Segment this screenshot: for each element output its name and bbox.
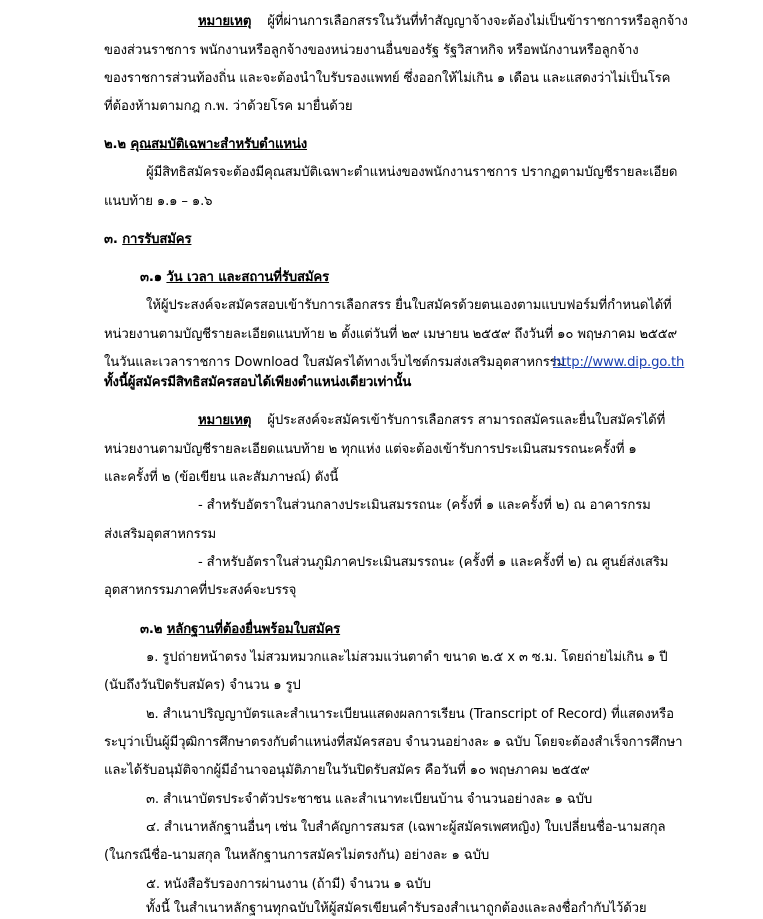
bullet-line: - สำหรับอัตราในส่วนภูมิภาคประเมินสมรรถนะ (ครั้งที่ ๑ และครั้งที่ ๒) ณ ศูนย์ส่งเสริม xyxy=(198,555,669,570)
section-number: ๒.๒ xyxy=(104,137,126,152)
section-heading-3-1 xyxy=(140,268,329,288)
website-link[interactable] xyxy=(553,353,684,373)
bullet-line: อุตสาหกรรมภาคที่ประสงค์จะบรรจุ xyxy=(104,583,297,598)
remark-paragraph-line xyxy=(198,411,665,431)
paragraph-line: หน่วยงานตามบัญชีรายละเอียดแนบท้าย ๒ ตั้งแต่วันที่ ๒๙ เมษายน ๒๕๕๙ ถึงวันที่ ๑๐ พฤษภาคม ๒๕๕๙ xyxy=(104,327,678,342)
remark-paragraph-line: ของราชการส่วนท้องถิ่น และจะต้องนำใบรับรองแพทย์ ซึ่งออกให้ไม่เกิน ๑ เดือน และแสดงว่าไม่เป็นโรค xyxy=(104,71,671,86)
section-heading-2-2 xyxy=(104,135,307,155)
section-title: คุณสมบัติเฉพาะสำหรับตำแหน่ง xyxy=(130,137,308,152)
list-item: ๕. หนังสือรับรองการผ่านงาน (ถ้ามี) จำนวน ๑ ฉบับ xyxy=(146,877,431,892)
list-item: ๑. รูปถ่ายหน้าตรง ไม่สวมหมวกและไม่สวมแว่นตาดำ ขนาด ๒.๕ x ๓ ซ.ม. โดยถ่ายไม่เกิน ๑ ปี xyxy=(146,650,668,665)
bold-notice-line: ทั้งนี้ผู้สมัครมีสิทธิสมัครสอบได้เพียงตำแหน่งเดียวเท่านั้น xyxy=(104,375,412,390)
remark-label: หมายเหตุ xyxy=(198,14,252,29)
list-item: (ในกรณีชื่อ-นามสกุล ในหลักฐานการสมัครไม่ตรงกัน) อย่างละ ๑ ฉบับ xyxy=(104,848,490,863)
bullet-line: - สำหรับอัตราในส่วนกลางประเมินสมรรถนะ (ครั้งที่ ๑ และครั้งที่ ๒) ณ อาคารกรม xyxy=(198,498,651,513)
section-title: วัน เวลา และสถานที่รับสมัคร xyxy=(166,270,330,285)
paragraph-text: ในวันและเวลาราชการ Download ใบสมัครได้ทางเว็บไซต์กรมส่งเสริมอุตสาหกรรม xyxy=(104,355,566,370)
list-item: ๔. สำเนาหลักฐานอื่นๆ เช่น ใบสำคัญการสมรส (เฉพาะผู้สมัครเพศหญิง) ใบเปลี่ยนชื่อ-นามสกุล xyxy=(146,820,666,835)
remark-paragraph-line: ของส่วนราชการ พนักงานหรือลูกจ้างของหน่วยงานอื่นของรัฐ รัฐวิสาหกิจ หรือพนักงานหรือลูกจ้าง xyxy=(104,43,639,58)
section-heading-3-2 xyxy=(140,620,340,640)
remark-paragraph-line: ที่ต้องห้ามตามกฎ ก.พ. ว่าด้วยโรค มายื่นด้วย xyxy=(104,99,353,114)
section-title: หลักฐานที่ต้องยื่นพร้อมใบสมัคร xyxy=(166,622,341,637)
bullet-line: ส่งเสริมอุตสาหกรรม xyxy=(104,527,217,542)
section-number: ๓.๒ xyxy=(140,622,163,637)
paragraph-line: ผู้มีสิทธิสมัครจะต้องมีคุณสมบัติเฉพาะตำแหน่งของพนักงานราชการ ปรากฏตามบัญชีรายละเอียด xyxy=(146,165,678,180)
section-title: การรับสมัคร xyxy=(122,232,192,247)
section-number: ๓.๑ xyxy=(140,270,162,285)
paragraph-line: แนบท้าย ๑.๑ – ๑.๖ xyxy=(104,194,213,209)
remark-text: ผู้ประสงค์จะสมัครเข้ารับการเลือกสรร สามารถสมัครและยื่นใบสมัครได้ที่ xyxy=(267,413,666,428)
list-item: ระบุว่าเป็นผู้มีวุฒิการศึกษาตรงกับตำแหน่งที่สมัครสอบ จำนวนอย่างละ ๑ ฉบับ โดยจะต้องสำเร็จการศึกษา xyxy=(104,735,683,750)
list-item: ๓. สำเนาบัตรประจำตัวประชาชน และสำเนาทะเบียนบ้าน จำนวนอย่างละ ๑ ฉบับ xyxy=(146,792,593,807)
paragraph-line: ให้ผู้ประสงค์จะสมัครสอบเข้ารับการเลือกสรร ยื่นใบสมัครด้วยตนเองตามแบบฟอร์มที่กำหนดได้ที่ xyxy=(146,298,672,313)
section-number: ๓. xyxy=(104,232,118,247)
remark-paragraph-line: หน่วยงานตามบัญชีรายละเอียดแนบท้าย ๒ ทุกแห่ง แต่จะต้องเข้ารับการประเมินสมรรถนะครั้งที่ ๑ xyxy=(104,442,637,457)
remark-paragraph-line: และครั้งที่ ๒ (ข้อเขียน และสัมภาษณ์) ดังนี้ xyxy=(104,470,339,485)
closing-line: ทั้งนี้ ในสำเนาหลักฐานทุกฉบับให้ผู้สมัครเขียนคำรับรองสำเนาถูกต้องและลงชื่อกำกับไว้ด้วย xyxy=(146,901,647,916)
remark-paragraph-line xyxy=(198,12,688,32)
list-item: ๒. สำเนาปริญญาบัตรและสำเนาระเบียนแสดงผลการเรียน (Transcript of Record) ที่แสดงหรือ xyxy=(146,707,674,722)
paragraph-line xyxy=(104,353,565,373)
remark-label: หมายเหตุ xyxy=(198,413,252,428)
website-link-text[interactable]: http://www.dip.go.th xyxy=(553,355,685,370)
remark-text: ผู้ที่ผ่านการเลือกสรรในวันที่ทำสัญญาจ้างจะต้องไม่เป็นข้าราชการหรือลูกจ้าง xyxy=(267,14,688,29)
section-heading-3 xyxy=(104,230,191,250)
list-item: (นับถึงวันปิดรับสมัคร) จำนวน ๑ รูป xyxy=(104,678,301,693)
list-item: และได้รับอนุมัติจากผู้มีอำนาจอนุมัติภายในวันปิดรับสมัคร คือวันที่ ๑๐ พฤษภาคม ๒๕๕๙ xyxy=(104,763,590,778)
